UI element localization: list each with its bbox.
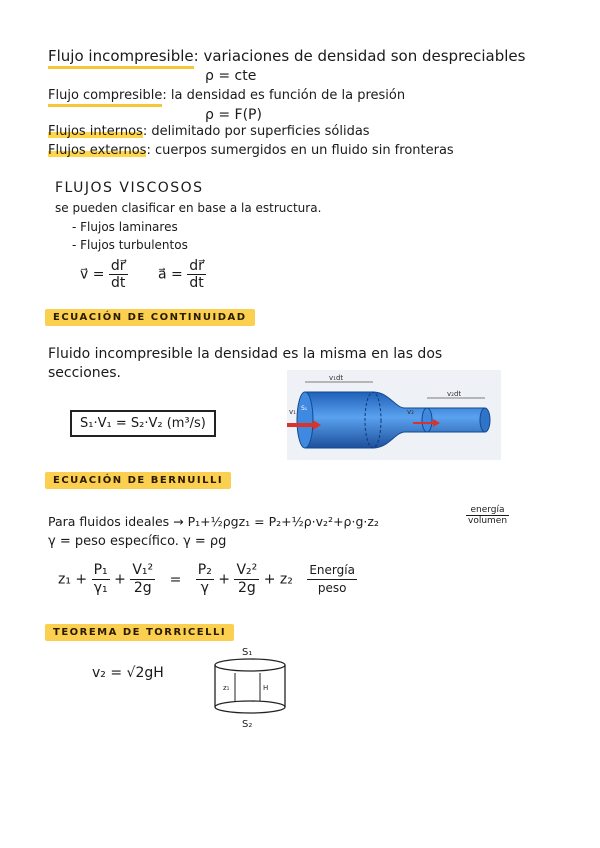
label-v1dt: v₁dt — [329, 374, 344, 382]
compresible-desc: : la densidad es función de la presión — [162, 88, 406, 103]
eq-gamma1: γ₁ — [93, 580, 108, 596]
tank-label-s2: S₂ — [242, 719, 253, 730]
eq-2g-2: 2g — [237, 580, 256, 596]
bernoulli-line1: Para fluidos ideales → P₁+½ρgz₁ = P₂+½ρ·v₂²+ρ·g·z₂ — [48, 514, 379, 529]
incompresible-term: Flujo incompresible — [48, 47, 194, 69]
externos-term: Flujos externos — [48, 143, 147, 158]
bernoulli-unit-volumen — [466, 505, 509, 526]
viscosos-item-laminares: - Flujos laminares — [72, 220, 178, 234]
continuidad-text-line1: Fluido incompresible la densidad es la misma en las dos — [48, 346, 443, 362]
eq-unit-energia: Energía — [307, 562, 357, 580]
viscosos-item-turbulentos: - Flujos turbulentos — [72, 238, 188, 252]
viscosos-title: FLUJOS VISCOSOS — [55, 180, 204, 196]
eq-z2: + z₂ — [263, 571, 293, 588]
label-v1: v₁ — [289, 408, 296, 416]
continuidad-text-line2: secciones. — [48, 365, 121, 381]
tank-label-s1: S₁ — [242, 647, 253, 658]
label-v2: v₂ — [407, 408, 414, 416]
eq-p1: P₁ — [93, 562, 108, 578]
pipe-section-s2 — [422, 408, 432, 432]
velocity-formula — [80, 258, 128, 291]
eq-p2: P₂ — [197, 562, 212, 578]
continuidad-formula: S₁·V₁ = S₂·V₂ (m³/s) — [70, 410, 216, 437]
def-externos — [48, 143, 454, 159]
unit-energia: energía — [466, 505, 509, 516]
bernoulli-title: ECUACIÓN DE BERNUILLI — [45, 472, 231, 489]
externos-desc: : cuerpos sumergidos en un fluido sin fronteras — [146, 143, 454, 158]
eq-unit-peso: peso — [317, 581, 347, 595]
eq-equals: = — [169, 571, 182, 588]
pipe-section-s2-end — [480, 408, 490, 432]
tank-label-z1: z₁ — [223, 684, 230, 692]
eq-2g-1: 2g — [133, 580, 152, 596]
torricelli-formula: v₂ = √2gH — [92, 665, 164, 681]
compresible-term: Flujo compresible — [48, 88, 162, 107]
velocity-lhs: v⃗ = — [80, 266, 105, 283]
internos-term: Flujos internos — [48, 124, 143, 139]
compresible-eq: ρ = F(P) — [205, 107, 262, 123]
pipe-section-s1 — [297, 392, 313, 448]
tank-top — [215, 659, 285, 671]
acceleration-num: dr⃗ — [189, 258, 204, 274]
acceleration-den: dt — [189, 275, 204, 291]
velocity-den: dt — [111, 275, 126, 291]
eq-v1: V₁² — [132, 562, 154, 578]
acceleration-formula — [158, 258, 206, 291]
tank-bottom — [215, 701, 285, 713]
continuity-pipe-diagram — [287, 370, 501, 460]
viscosos-subtitle: se pueden clasificar en base a la estructura. — [55, 201, 322, 215]
tank-label-h: H — [263, 684, 269, 692]
label-s1: S₁ — [301, 405, 308, 412]
eq-gamma2: γ — [200, 580, 209, 596]
internos-desc: : delimitado por superficies sólidas — [142, 124, 370, 139]
def-incompresible — [48, 48, 525, 64]
incompresible-desc: : variaciones de densidad son despreciables — [193, 47, 526, 65]
velocity-num: dr⃗ — [110, 258, 126, 274]
eq-z1: z₁ + — [58, 571, 88, 588]
unit-volumen: volumen — [468, 516, 508, 526]
label-v2dt: v₂dt — [447, 390, 462, 398]
acceleration-lhs: a⃗ = — [158, 266, 183, 283]
incompresible-eq: ρ = cte — [205, 68, 257, 84]
eq-v2: V₂² — [236, 562, 258, 578]
torricelli-title: TEOREMA DE TORRICELLI — [45, 624, 234, 641]
def-compresible — [48, 88, 405, 104]
bernoulli-line2: γ = peso específico. γ = ρg — [48, 534, 227, 549]
bernoulli-equation: z₁ + $\frac{\text{P₁}}{\text{γ₁}}$ + $\frac{\text{V₁²}}{2g}$ = $\frac{\text{P₂}}{\gamma}$ + $\frac{\text{V₂²}}{2g}$ + z₂ $\frac{\text{Energía}}{\text{peso}}$ — [58, 562, 355, 596]
continuidad-title: ECUACIÓN DE CONTINUIDAD — [45, 309, 255, 326]
def-internos — [48, 124, 370, 140]
torricelli-tank-diagram — [205, 645, 300, 730]
